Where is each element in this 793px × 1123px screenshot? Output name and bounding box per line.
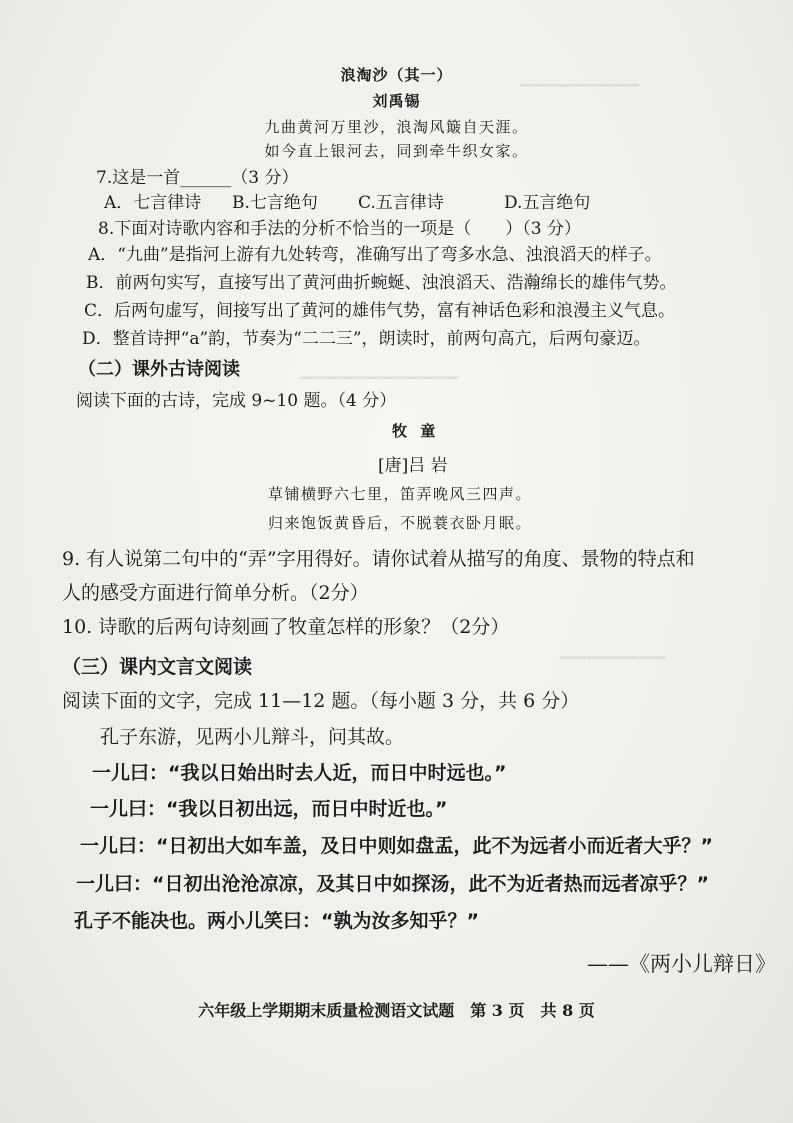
bleed-through-mark: ▔▔▔▔▔▔▔▔▔	[520, 84, 640, 103]
bleed-through-mark: ▁▁▁▁▁▁▁▁	[560, 640, 667, 659]
poem-line-2: 如今直上银河去，同到牵牛织女家。	[264, 142, 529, 160]
bleed-through-mark: ▁▁▁▁▁▁▁▁▁▁▁▁	[300, 360, 460, 379]
question-8-option-a: A．“九曲”是指河上游有九处转弯，准确写出了弯多水急、浊浪滔天的样子。	[88, 245, 662, 265]
question-7-stem: 7.这是一首______（3 分）	[96, 168, 299, 188]
question-8-option-b: B．前两句实写，直接写出了黄河曲折蜿蜒、浊浪滔天、浩瀚绵长的雄伟气势。	[86, 273, 677, 293]
classical-text-source: ——《两小儿辩日》	[587, 952, 776, 976]
question-8-stem: 8.下面对诗歌内容和手法的分析不恰当的一项是（ ）（3 分）	[98, 219, 581, 239]
question-8-option-d: D．整首诗押“a”韵，节奏为“二二三”，朗读时，前两句高亢，后两句豪迈。	[82, 329, 651, 349]
option-a: A．七言律诗	[104, 193, 202, 213]
question-10: 10. 诗歌的后两句诗刻画了牧童怎样的形象？（2分）	[62, 616, 510, 638]
question-9-line-1: 9. 有人说第二句中的“弄”字用得好。请你试着从描写的角度、景物的特点和	[62, 548, 695, 570]
classical-text-line-4: 一儿曰：“日初出大如车盖，及日中则如盘盂，此不为远者小而近者大乎？”	[80, 835, 713, 857]
option-b: B.七言绝句	[232, 193, 318, 213]
poem-2-title: 牧 童	[392, 422, 440, 440]
page-footer: 六年级上学期期末质量检测语文试题 第 3 页 共 8 页	[198, 1001, 595, 1020]
question-7-options	[104, 188, 590, 213]
classical-text-line-6: 孔子不能决也。两小儿笑曰：“孰为汝多知乎？”	[74, 910, 479, 932]
classical-text-line-5: 一儿曰：“日初出沧沧凉凉，及其日中如探汤，此不为近者热而远者凉乎？”	[76, 873, 709, 895]
poem-2-line-2: 归来饱饭黄昏后，不脱蓑衣卧月眠。	[268, 514, 533, 532]
question-9-line-2: 人的感受方面进行简单分析。（2分）	[62, 582, 369, 604]
option-d: D.五言绝句	[504, 193, 591, 213]
section-3-heading: （三）课内文言文阅读	[62, 656, 253, 678]
section-2-instruction: 阅读下面的古诗，完成 9~10 题。（4 分）	[76, 391, 397, 411]
section-3-instruction: 阅读下面的文字，完成 11—12 题。（每小题 3 分，共 6 分）	[62, 690, 580, 712]
classical-text-line-1: 孔子东游，见两小儿辩斗，问其故。	[100, 726, 405, 748]
poem-line-1: 九曲黄河万里沙，浪淘风簸自天涯。	[264, 118, 529, 136]
classical-text-line-2: 一儿曰：“我以日始出时去人近，而日中时远也。”	[92, 762, 507, 784]
option-c: C.五言律诗	[358, 193, 444, 213]
poem-2-author: [唐]吕 岩	[378, 456, 448, 476]
classical-text-line-3: 一儿曰：“我以日初出远，而日中时近也。”	[90, 798, 448, 820]
poem-2-line-1: 草铺横野六七里，笛弄晚风三四声。	[268, 485, 533, 503]
question-8-option-c: C．后两句虚写，间接写出了黄河的雄伟气势，富有神话色彩和浪漫主义气息。	[84, 301, 676, 321]
poem-author: 刘禹锡	[372, 92, 421, 110]
section-2-heading: （二）课外古诗阅读	[78, 359, 240, 380]
poem-title: 浪淘沙（其一）	[340, 66, 453, 84]
